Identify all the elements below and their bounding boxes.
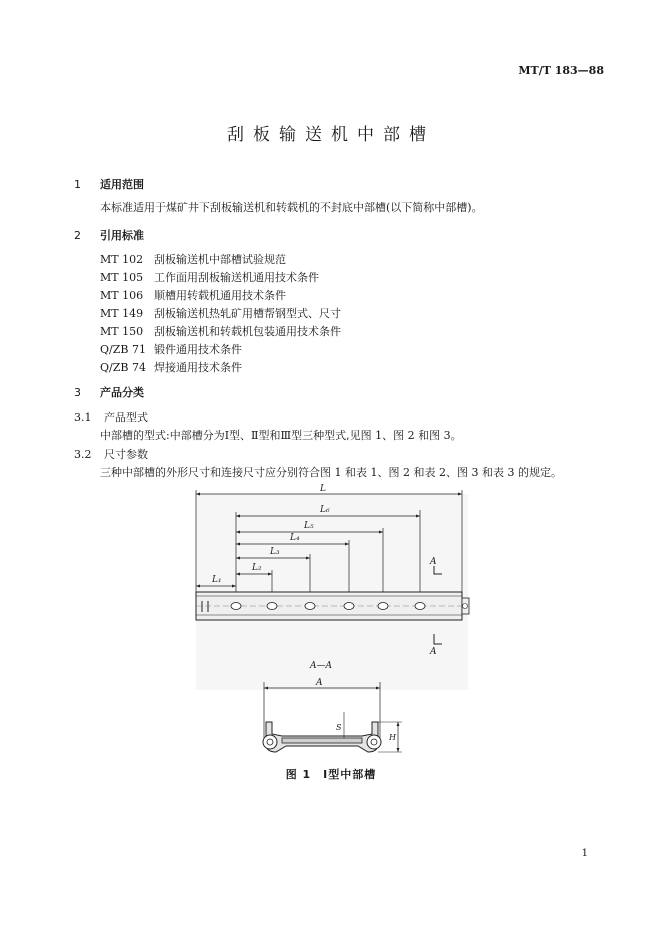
section-3-heading xyxy=(74,384,144,400)
reference-name: 焊接通用技术条件 xyxy=(154,361,242,374)
dim-label-L5: L₅ xyxy=(304,521,314,531)
section-2-title: 引用标准 xyxy=(100,229,144,242)
subsection-3-1-text: 中部槽的型式:中部槽分为Ⅰ型、Ⅱ型和Ⅲ型三种型式,见图 1、图 2 和图 3。 xyxy=(100,429,462,442)
reference-name: 刮板输送机热轧矿用槽帮钢型式、尺寸 xyxy=(154,307,341,320)
reference-code: MT 105 xyxy=(100,271,144,284)
section-2-heading xyxy=(74,227,144,243)
reference-name: 刮板输送机和转载机包装通用技术条件 xyxy=(154,325,341,338)
reference-item xyxy=(100,251,341,269)
reference-name: 工作面用刮板输送机通用技术条件 xyxy=(154,271,319,284)
reference-item xyxy=(100,305,341,323)
subsection-3-1-heading xyxy=(74,409,148,425)
dim-label-L2: L₂ xyxy=(252,563,262,573)
dim-label-A: A xyxy=(316,678,323,688)
section-1-heading xyxy=(74,176,144,192)
reference-code: Q/ZB 74 xyxy=(100,361,146,374)
dim-label-S: S xyxy=(336,723,342,732)
section-mark-bottom-label: A xyxy=(430,647,437,657)
reference-item xyxy=(100,341,341,359)
reference-name: 刮板输送机中部槽试验规范 xyxy=(154,253,286,266)
section-mark-top-label: A xyxy=(430,557,437,567)
section-1-text: 本标准适用于煤矿井下刮板输送机和转载机的不封底中部槽(以下简称中部槽)。 xyxy=(100,201,483,214)
section-view-label: A—A xyxy=(310,661,332,671)
trough-side-view xyxy=(196,592,469,620)
reference-item xyxy=(100,287,341,305)
reference-code: MT 102 xyxy=(100,253,144,266)
subsection-3-2-heading xyxy=(74,446,148,462)
subsection-3-2-number: 3.2 xyxy=(74,448,92,461)
dim-label-H: H xyxy=(389,733,396,742)
dim-label-L1: L₁ xyxy=(212,575,222,585)
section-1-title: 适用范围 xyxy=(100,178,144,191)
reference-item xyxy=(100,269,341,287)
section-3-number: 3 xyxy=(74,386,81,399)
figure-1-drawing xyxy=(186,482,486,782)
reference-list xyxy=(100,251,341,377)
reference-item xyxy=(100,323,341,341)
dim-label-L3: L₃ xyxy=(270,547,280,557)
reference-code: MT 150 xyxy=(100,325,144,338)
subsection-3-1-title: 产品型式 xyxy=(104,411,148,424)
standard-code: MT/T 183—88 xyxy=(518,64,604,77)
section-3-title: 产品分类 xyxy=(100,386,144,399)
reference-name: 顺槽用转载机通用技术条件 xyxy=(154,289,286,302)
page-number: 1 xyxy=(581,848,588,859)
page-title: 刮板输送机中部槽 xyxy=(227,125,435,145)
reference-code: Q/ZB 71 xyxy=(100,343,146,356)
subsection-3-2-title: 尺寸参数 xyxy=(104,448,148,461)
subsection-3-1-number: 3.1 xyxy=(74,411,92,424)
reference-item xyxy=(100,359,341,377)
reference-name: 锻件通用技术条件 xyxy=(154,343,242,356)
reference-code: MT 149 xyxy=(100,307,144,320)
dim-label-L4: L₄ xyxy=(290,533,300,543)
dim-label-L: L xyxy=(320,484,326,494)
reference-code: MT 106 xyxy=(100,289,144,302)
section-1-number: 1 xyxy=(74,178,81,191)
dim-label-L6: L₆ xyxy=(320,505,330,515)
subsection-3-2-text: 三种中部槽的外形尺寸和连接尺寸应分别符合图 1 和表 1、图 2 和表 2、图 3 和表 3 的规定。 xyxy=(100,466,562,479)
section-2-number: 2 xyxy=(74,229,81,242)
figure-1-caption: 图 1 Ⅰ型中部槽 xyxy=(285,768,377,781)
